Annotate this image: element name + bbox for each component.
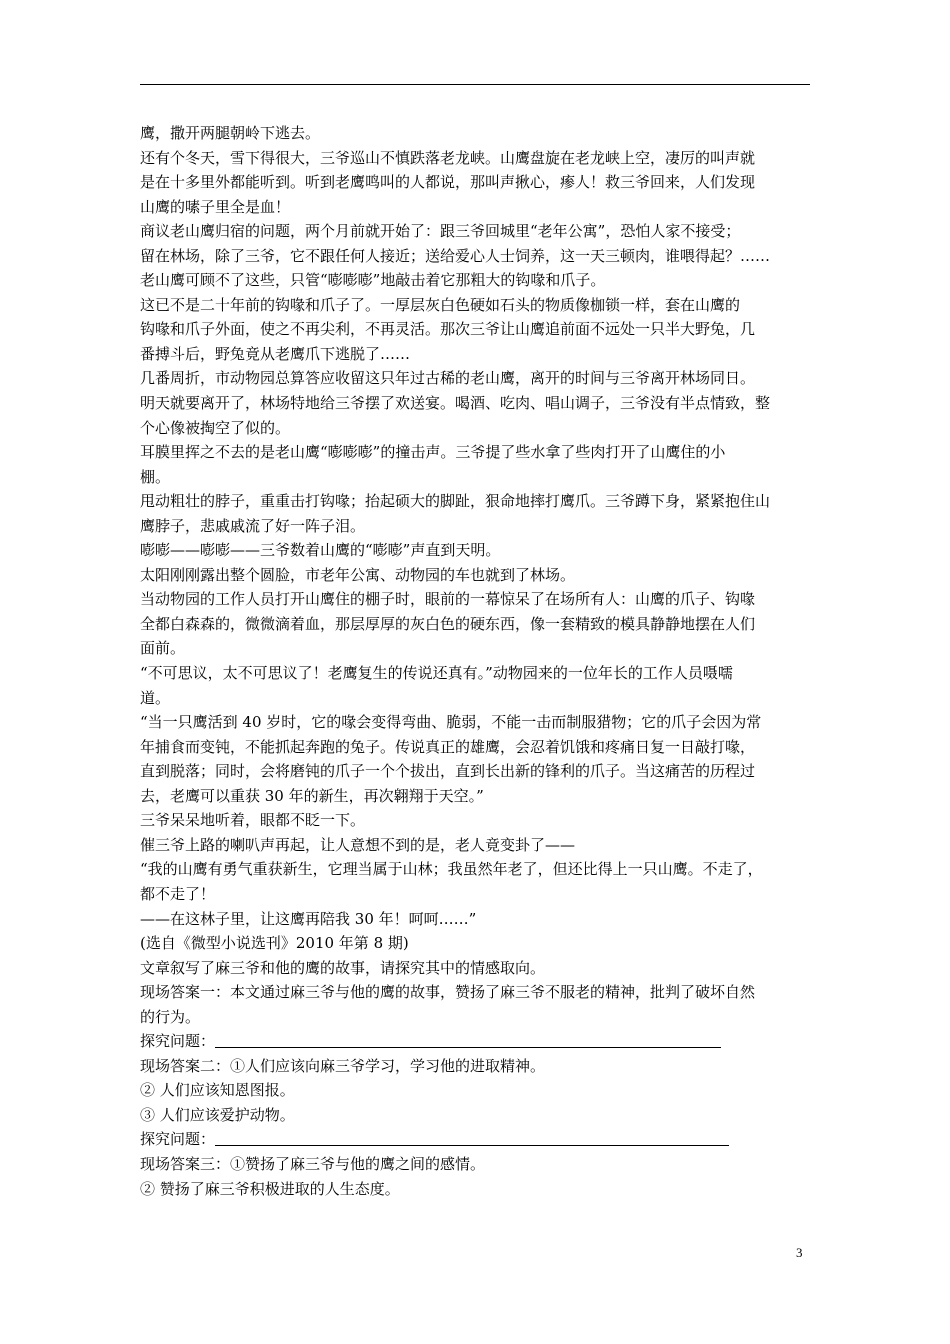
text-line: 直到脱落；同时，会将磨钝的爪子一个个拔出，直到长出新的锋利的爪子。当这痛苦的历程过: [140, 762, 756, 781]
text-line: 番搏斗后，野兔竟从老鹰爪下逃脱了……: [140, 344, 411, 363]
text-line: 面前。: [140, 639, 186, 658]
text-line: 留在林场，除了三爷，它不跟任何人接近；送给爱心人士饲养，这一天三顿肉，谁喂得起？……: [140, 246, 771, 265]
text-line: 三爷呆呆地听着，眼都不眨一下。: [140, 811, 366, 830]
document-body: [140, 121, 812, 1201]
text-line: “我的山鹰有勇气重获新生，它理当属于山林；我虽然年老了，但还比得上一只山鹰。不走了，: [140, 860, 763, 879]
text-line: 嘭嘭——嘭嘭——三爷数着山鹰的“嘭嘭”声直到天明。: [140, 541, 501, 560]
answer-one-line: 的行为。: [140, 1007, 201, 1026]
answer-two-line: 现场答案二：①人们应该向麻三爷学习，学习他的进取精神。: [140, 1056, 546, 1075]
prompt-label: 探究问题：: [140, 1032, 216, 1051]
answer-blank[interactable]: [215, 1145, 729, 1146]
answer-one-line: 现场答案一：本文通过麻三爷与他的鹰的故事，赞扬了麻三爷不服老的精神，批判了破坏自然: [140, 983, 756, 1002]
text-line: 还有个冬天，雪下得很大，三爷巡山不慎跌落老龙峡。山鹰盘旋在老龙峡上空，凄厉的叫声就: [140, 148, 756, 167]
answer-three-line: 现场答案三：①赞扬了麻三爷与他的鹰之间的感情。: [140, 1154, 486, 1173]
source-citation: (选自《微型小说选刊》2010 年第 8 期): [140, 934, 409, 953]
prompt-line-1: [140, 1029, 812, 1054]
answer-blank[interactable]: [215, 1047, 721, 1048]
text-line: 钩喙和爪子外面，使之不再尖利，不再灵活。那次三爷让山鹰追前面不远处一只半大野兔，几: [140, 320, 756, 339]
text-line: ——在这林子里，让这鹰再陪我 30 年！呵呵……”: [140, 909, 477, 928]
text-line: 太阳刚刚露出整个圆脸，市老年公寓、动物园的车也就到了林场。: [140, 565, 576, 584]
text-line: 全都白森森的，微微滴着血，那层厚厚的灰白色的硬东西，像一套精致的模具静静地摆在人们: [140, 614, 756, 633]
text-line: 道。: [140, 688, 171, 707]
text-line: “不可思议，太不可思议了！老鹰复生的传说还真有。”动物园来的一位年长的工作人员嗫嚅: [140, 664, 733, 683]
text-line: “当一只鹰活到 40 岁时，它的喙会变得弯曲、脆弱，不能一击而制服猎物；它的爪子会因为常: [140, 713, 762, 732]
text-line: 去，老鹰可以重获 30 年的新生，再次翱翔于天空。”: [140, 786, 484, 805]
page-number: 3: [796, 1245, 803, 1260]
text-line: 商议老山鹰归宿的问题，两个月前就开始了：跟三爷回城里“老年公寓”，恐怕人家不接受；: [140, 222, 741, 241]
text-line: 个心像被掏空了似的。: [140, 418, 291, 437]
text-line: 耳膜里挥之不去的是老山鹰“嘭嘭嘭”的撞击声。三爷提了些水拿了些肉打开了山鹰住的小: [140, 443, 726, 462]
prompt-label: 探究问题：: [140, 1130, 216, 1149]
text-line: 老山鹰可顾不了这些，只管“嘭嘭嘭”地敲击着它那粗大的钩喙和爪子。: [140, 271, 606, 290]
answer-three-line: ② 赞扬了麻三爷积极进取的人生态度。: [140, 1179, 400, 1198]
answer-two-line: ③ 人们应该爱护动物。: [140, 1105, 295, 1124]
question-text: 文章叙写了麻三爷和他的鹰的故事，请探究其中的情感取向。: [140, 958, 546, 977]
text-line: 山鹰的嗉子里全是血！: [140, 197, 291, 216]
text-line: 鹰，撒开两腿朝岭下逃去。: [140, 124, 321, 142]
header-rule: [140, 84, 810, 85]
text-line: 当动物园的工作人员打开山鹰住的棚子时，眼前的一幕惊呆了在场所有人：山鹰的爪子、钩喙: [140, 590, 756, 609]
answer-two-line: ② 人们应该知恩图报。: [140, 1081, 295, 1100]
text-line: 棚。: [140, 467, 171, 486]
text-line: 几番周折，市动物园总算答应收留这只年过古稀的老山鹰，离开的时间与三爷离开林场同日。: [140, 369, 756, 388]
text-line: 这已不是二十年前的钩喙和爪子了。一厚层灰白色硬如石头的物质像枷锁一样，套在山鹰的: [140, 295, 741, 314]
text-line: 明天就要离开了，林场特地给三爷摆了欢送宴。喝酒、吃肉、唱山调子，三爷没有半点情致，整: [140, 394, 771, 413]
text-line: 年捕食而变钝，不能抓起奔跑的兔子。传说真正的雄鹰，会忍着饥饿和疼痛日复一日敲打喙，: [140, 737, 756, 756]
text-line: 鹰脖子，悲戚戚流了好一阵子泪。: [140, 516, 366, 535]
text-line: 是在十多里外都能听到。听到老鹰鸣叫的人都说，那叫声揪心，瘆人！救三爷回来，人们发现: [140, 173, 756, 192]
prompt-line-2: [140, 1127, 812, 1152]
text-line: 催三爷上路的喇叭声再起，让人意想不到的是，老人竟变卦了——: [140, 835, 576, 854]
text-line: 都不走了！: [140, 884, 216, 903]
text-line: 甩动粗壮的脖子，重重击打钩喙；抬起硕大的脚趾，狠命地摔打鹰爪。三爷蹲下身，紧紧抱住山: [140, 492, 771, 511]
